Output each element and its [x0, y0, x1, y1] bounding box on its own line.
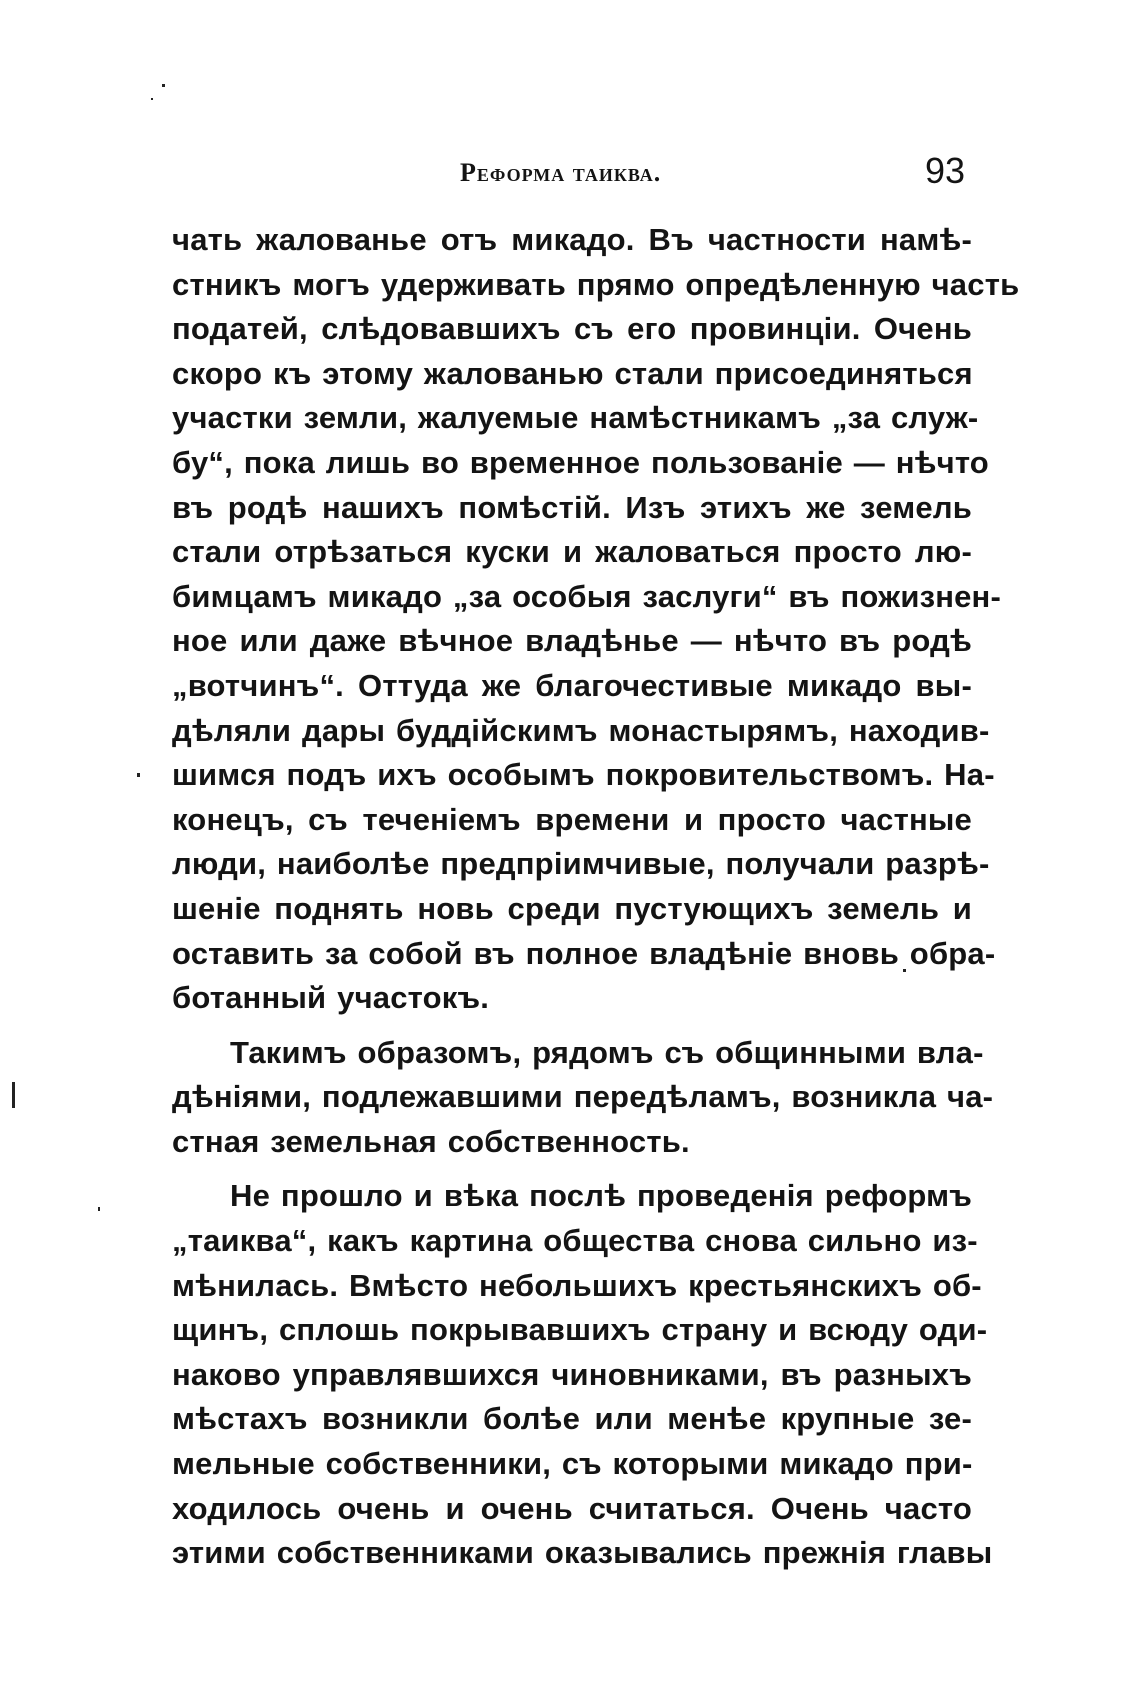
text-line: скоро къ этому жалованью стали присоединяться	[172, 355, 973, 391]
text-line: стали отрѣзаться куски и жаловаться просто лю-	[172, 534, 972, 570]
text-line: дѣніями, подлежавшими передѣламъ, возникла ча-	[172, 1079, 994, 1115]
text-line: чать жалованье отъ микадо. Въ частности намѣ-	[172, 222, 972, 257]
paragraph-3	[172, 1174, 993, 1575]
text-line: наково управлявшихся чиновниками, въ разныхъ	[172, 1356, 972, 1392]
text-line: мельные собственники, съ которыми микадо при-	[172, 1446, 973, 1482]
page-number: 93	[924, 150, 965, 191]
text-line: оставить за собой въ полное владѣніе вновь обра-	[172, 935, 996, 971]
text-line: мѣнилась. Вмѣсто небольшихъ крестьянскихъ об-	[172, 1267, 982, 1303]
text-line: дѣляли дары буддійскимъ монастырямъ, находив-	[172, 712, 990, 748]
text-line: щинъ, сплошь покрывавшихъ страну и всюду оди-	[172, 1312, 988, 1348]
body-text	[172, 218, 1020, 1576]
text-line: Не прошло и вѣка послѣ проведенія реформъ	[230, 1178, 972, 1214]
text-line: ное или даже вѣчное владѣнье — нѣчто въ родѣ	[172, 623, 972, 659]
page-header	[170, 150, 975, 200]
text-line: „таиква“, какъ картина общества снова сильно из-	[172, 1223, 978, 1259]
text-line: Такимъ образомъ, рядомъ съ общинными вла-	[230, 1034, 984, 1070]
text-line: податей, слѣдовавшихъ съ его провинціи. Очень	[172, 311, 972, 347]
text-line: конецъ, съ теченіемъ времени и просто частные	[172, 801, 972, 837]
paragraph-1	[172, 218, 1020, 1021]
text-line: участки земли, жалуемые намѣстникамъ „за служ-	[172, 400, 979, 436]
text-line: шеніе поднять новь среди пустующихъ земель и	[172, 890, 972, 926]
paragraph-2	[172, 1031, 994, 1165]
text-line: бу“, пока лишь во временное пользованіе — нѣчто	[172, 444, 989, 480]
text-line: люди, наиболѣе предпріимчивые, получали разрѣ-	[172, 846, 990, 882]
text-line: ботанный участокъ.	[172, 980, 490, 1016]
text-line: мѣстахъ возникли болѣе или менѣе крупные зе-	[172, 1401, 972, 1437]
running-title: Реформа таиква.	[460, 158, 662, 187]
text-line: этими собственниками оказывались прежнія главы	[172, 1535, 993, 1571]
text-line: ходилось очень и очень считаться. Очень часто	[172, 1490, 972, 1526]
text-line: шимся подъ ихъ особымъ покровительствомъ. На-	[172, 757, 995, 793]
text-line: бимцамъ микадо „за особыя заслуги“ въ пожизнен-	[172, 578, 1002, 614]
text-line: „вотчинъ“. Оттуда же благочестивые микадо вы-	[172, 667, 972, 703]
text-line: стная земельная собственность.	[172, 1123, 690, 1159]
text-line: въ родѣ нашихъ помѣстій. Изъ этихъ же земель	[172, 489, 972, 525]
text-line: стникъ могъ удерживать прямо опредѣленную часть	[172, 266, 1020, 302]
